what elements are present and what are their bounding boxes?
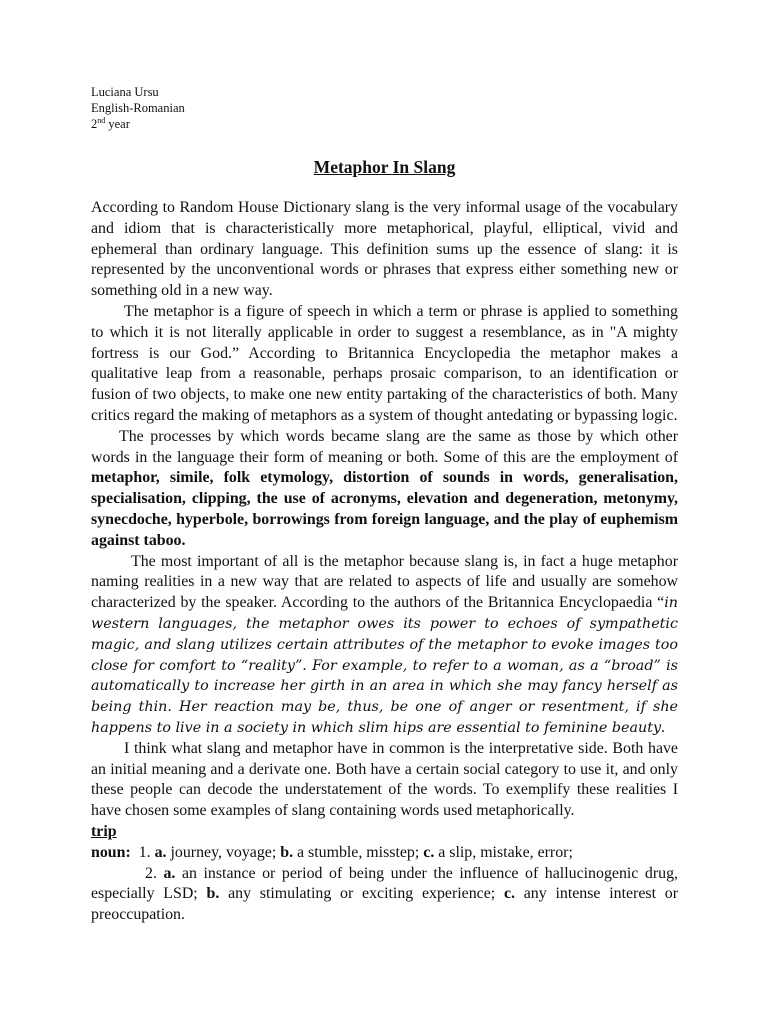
quote-end: . <box>661 718 666 736</box>
sense-1-number: 1. <box>138 843 151 861</box>
sense-1a-text: journey, voyage; <box>166 843 281 861</box>
document-title: Metaphor In Slang <box>313 157 456 177</box>
quote-text: in western languages, the metaphor owes its power to echoes of sympathetic magic, and slang utilizes certain attributes of the metaphor to evoke images too close for comfort to “reality”. For example, to refer to a woman, as a “broad” is automatically to increase her girth in an area in which she may fancy herself as being thin. Her reaction may be, thus, be one of anger or resentment, if she happens to live in a society in which slim hips are essential to feminine beauty <box>91 595 678 736</box>
sense-1c-label: c. <box>423 843 435 861</box>
sense-2c-label: c. <box>503 885 515 903</box>
sense-2b-text: any stimulating or exciting experience; <box>219 885 504 903</box>
entry-term: trip <box>91 822 117 840</box>
paragraph-slang-definition: According to Random House Dictionary slang is the very informal usage of the vocabulary and idiom that is characteristically more metaphorical, playful, elliptical, vivid and ephemeral than ordinary language. This definition sums up the essence of slang: it is represented by the unconventional words or phrases that express either something new or something old in a new way. <box>91 199 678 300</box>
sense-1b-text: a stumble, misstep; <box>293 843 424 861</box>
entry-pos: noun: <box>91 843 131 861</box>
sense-2c-text: any intense interest or preoccupation. <box>91 885 678 924</box>
paragraph-slang-processes <box>91 427 678 552</box>
processes-list: metaphor, simile, folk etymology, distortion of sounds in words, generalisation, specialisation, clipping, the use of acronyms, elevation and degeneration, metonymy, synecdoche, hyperbole, borrowings from foreign language, and the play of euphemism against taboo. <box>91 469 678 549</box>
paragraph-britannica-quote <box>91 552 678 739</box>
sense-2a-label: a. <box>163 864 176 882</box>
year-word: year <box>105 117 130 131</box>
study-year <box>91 116 678 132</box>
author-name: Luciana Ursu <box>91 85 159 99</box>
entry-sense-2 <box>91 864 678 926</box>
sense-1a-label: a. <box>154 843 167 861</box>
sense-2b-label: b. <box>206 885 220 903</box>
study-program: English-Romanian <box>91 101 185 115</box>
entry-sense-1 <box>91 843 678 864</box>
quote-intro: The most important of all is the metaphor because slang is, in fact a huge metaphor naming realities in a new way that are related to aspects of life and usually are somehow characterized by the speaker. According to the authors of the Britannica Encyclopaedia “ <box>91 552 678 612</box>
paragraph-common-ground: I think what slang and metaphor have in common is the interpretative side. Both have an initial meaning and a derivate one. Both have a certain social category to use it, and only these people can decode the understatement of the words. To exemplify these realities I have chosen some examples of slang containing words used metaphorically. <box>91 739 678 820</box>
paragraph-metaphor-definition: The metaphor is a figure of speech in which a term or phrase is applied to something to which it is not literally applicable in order to suggest a resemblance, as in "A mighty fortress is our God.” According to Britannica Encyclopedia the metaphor makes a qualitative leap from a reasonable, perhaps prosaic comparison, to an identification or fusion of two objects, to make one new entity partaking of the characteristics of both. Many critics regard the making of metaphors as a system of thought antedating or bypassing logic. <box>91 302 678 424</box>
sense-1c-text: a slip, mistake, error; <box>434 843 573 861</box>
sense-2a-text: an instance or period of being under the influence of hallucinogenic drug, especially LSD; <box>91 864 678 903</box>
sense-2-number: 2. <box>145 864 157 882</box>
processes-intro: The processes by which words became slang are the same as those by which other words in the language their form of meaning or both. Some of this are the employment of <box>91 427 678 466</box>
sense-1b-label: b. <box>280 843 294 861</box>
header-block <box>91 84 678 132</box>
document-page <box>91 84 678 926</box>
year-number: 2 <box>91 117 98 131</box>
year-suffix: nd <box>97 115 106 125</box>
